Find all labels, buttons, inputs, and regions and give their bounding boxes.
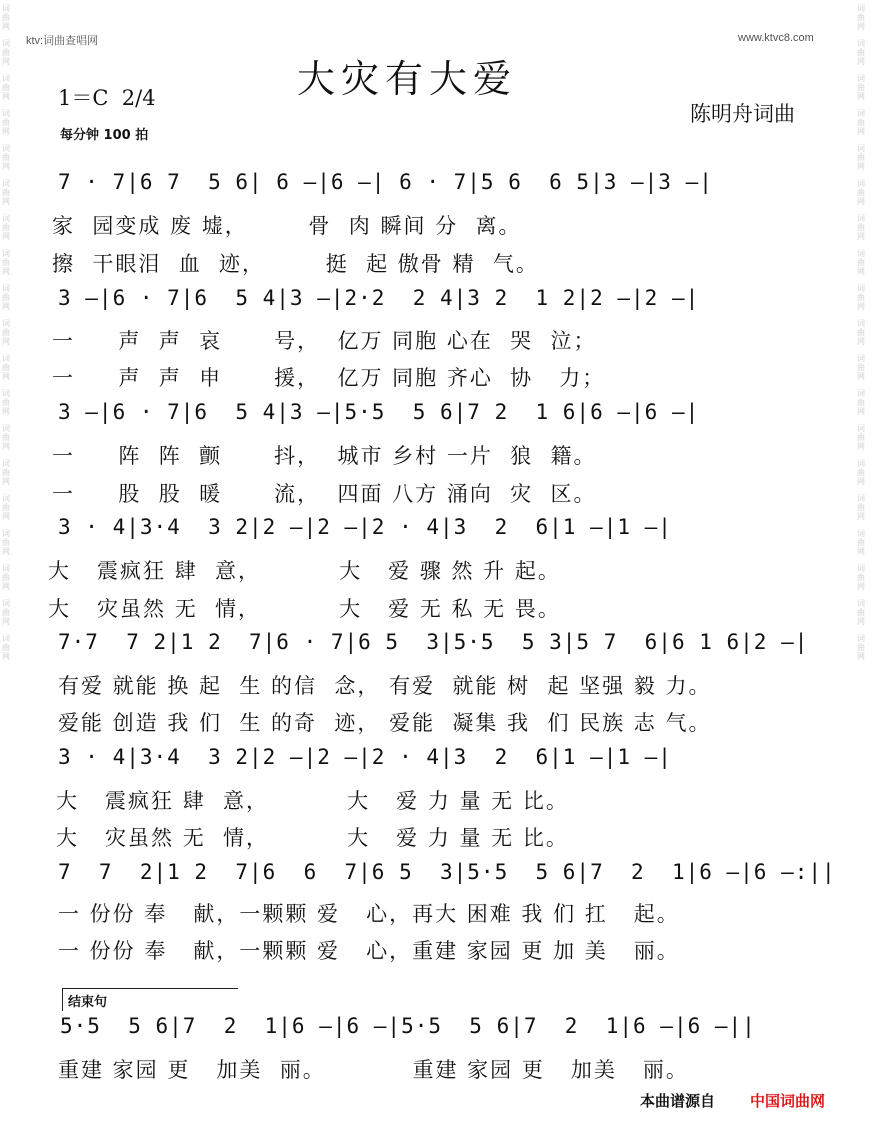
side-watermark-text: 词 曲 网 bbox=[2, 424, 10, 451]
side-watermark-text: 词 曲 网 bbox=[857, 249, 865, 276]
side-watermark-text: 词 曲 网 bbox=[857, 424, 865, 451]
notation-line: 3 · 4|3·4 3 2|2 —|2 —|2 · 4|3 2 6|1 —|1 —| bbox=[58, 745, 672, 769]
side-watermark-text: 词 曲 网 bbox=[857, 179, 865, 206]
side-watermark-text: 词 曲 网 bbox=[2, 284, 10, 311]
lyric-line: 一 份份 奉 献，一颗颗 爱 心，再大 困难 我 们 扛 起。 bbox=[58, 902, 680, 926]
side-watermark-text: 词 曲 网 bbox=[2, 599, 10, 626]
lyric-line: 一 声 声 哀 号， 亿万 同胞 心在 哭 泣； bbox=[52, 329, 597, 353]
side-watermark-text: 词 曲 网 bbox=[857, 389, 865, 416]
side-watermark-text: 词 曲 网 bbox=[857, 144, 865, 171]
side-watermark-text: 词 曲 网 bbox=[2, 109, 10, 136]
site-name[interactable]: 中国词曲网 bbox=[750, 1092, 826, 1110]
side-watermark-text: 词 曲 网 bbox=[2, 529, 10, 556]
side-watermark-text: 词 曲 网 bbox=[2, 319, 10, 346]
lyric-line: 一 声 声 申 援， 亿万 同胞 齐心 协 力； bbox=[52, 366, 606, 390]
side-watermark-text: 词 曲 网 bbox=[2, 39, 10, 66]
side-watermark-text: 词 曲 网 bbox=[857, 214, 865, 241]
side-watermark-text: 词 曲 网 bbox=[857, 4, 865, 31]
side-watermark-text: 词 曲 网 bbox=[2, 634, 10, 661]
lyric-line: 大 灾虽然 无 情， 大 爱 力 量 无 比。 bbox=[56, 826, 569, 850]
side-watermark-text: 词 曲 网 bbox=[2, 389, 10, 416]
notation-line: 7 7 2|1 2 7|6 6 7|6 5 3|5·5 5 6|7 2 1|6 —|6 —:|| bbox=[58, 860, 836, 884]
notation-line: 7·7 7 2|1 2 7|6 · 7|6 5 3|5·5 5 3|5 7 6|6 1 6|2 —| bbox=[58, 630, 809, 654]
side-watermark-text: 词 曲 网 bbox=[2, 354, 10, 381]
side-watermark-text: 词 曲 网 bbox=[857, 319, 865, 346]
lyric-line: 爱能 创造 我 们 生 的奇 迹， 爱能 凝集 我 们 民族 志 气。 bbox=[58, 711, 712, 735]
side-watermark-text: 词 曲 网 bbox=[857, 39, 865, 66]
side-watermark-text: 词 曲 网 bbox=[2, 214, 10, 241]
side-watermark-text: 词 曲 网 bbox=[2, 249, 10, 276]
side-watermark-text: 词 曲 网 bbox=[2, 459, 10, 486]
lyric-line: 家 园变成 废 墟， 骨 肉 瞬间 分 离。 bbox=[52, 214, 522, 238]
source-label: 本曲谱源自 bbox=[640, 1092, 716, 1110]
watermark-right: www.ktvc8.com bbox=[738, 32, 814, 44]
side-watermark-text: 词 曲 网 bbox=[857, 634, 865, 661]
side-watermark-text: 词 曲 网 bbox=[857, 284, 865, 311]
ending-lyric-line: 重建 家园 更 加美 丽。 重建 家园 更 加美 丽。 bbox=[58, 1058, 689, 1082]
lyric-line: 大 震疯狂 肆 意， 大 爱 骤 然 升 起。 bbox=[48, 559, 561, 583]
song-title: 大灾有大爱 bbox=[297, 57, 518, 101]
side-watermark-text: 词 曲 网 bbox=[2, 4, 10, 31]
side-watermark-right bbox=[857, 0, 871, 1140]
side-watermark-text: 词 曲 网 bbox=[2, 564, 10, 591]
lyric-line: 一 股 股 暖 流， 四面 八方 涌向 灾 区。 bbox=[52, 482, 597, 506]
lyric-line: 大 灾虽然 无 情， 大 爱 无 私 无 畏。 bbox=[48, 597, 561, 621]
key-meter: 1＝C 2/4 bbox=[58, 86, 156, 110]
lyric-line: 擦 干眼泪 血 迹， 挺 起 傲骨 精 气。 bbox=[52, 252, 539, 276]
tempo-marking: 每分钟 100 拍 bbox=[60, 128, 149, 143]
side-watermark-text: 词 曲 网 bbox=[857, 529, 865, 556]
side-watermark-text: 词 曲 网 bbox=[857, 74, 865, 101]
side-watermark-text: 词 曲 网 bbox=[857, 109, 865, 136]
ending-label: 结束句 bbox=[68, 995, 108, 1010]
side-watermark-text: 词 曲 网 bbox=[2, 144, 10, 171]
lyric-line: 大 震疯狂 肆 意， 大 爱 力 量 无 比。 bbox=[56, 789, 569, 813]
lyric-line: 一 份份 奉 献，一颗颗 爱 心，重建 家园 更 加 美 丽。 bbox=[58, 939, 680, 963]
side-watermark-text: 词 曲 网 bbox=[2, 74, 10, 101]
notation-line: 3 —|6 · 7|6 5 4|3 —|2·2 2 4|3 2 1 2|2 —|2 —| bbox=[58, 286, 700, 310]
author-credit: 陈明舟词曲 bbox=[690, 102, 795, 126]
side-watermark-text: 词 曲 网 bbox=[857, 354, 865, 381]
lyric-line: 一 阵 阵 颤 抖， 城市 乡村 一片 狼 籍。 bbox=[52, 444, 597, 468]
watermark-left: ktv:词曲查唱网 bbox=[26, 35, 99, 47]
side-watermark-text: 词 曲 网 bbox=[2, 494, 10, 521]
side-watermark-text: 词 曲 网 bbox=[857, 459, 865, 486]
side-watermark-text: 词 曲 网 bbox=[857, 599, 865, 626]
notation-line: 3 · 4|3·4 3 2|2 —|2 —|2 · 4|3 2 6|1 —|1 —| bbox=[58, 515, 672, 539]
side-watermark-text: 词 曲 网 bbox=[2, 179, 10, 206]
side-watermark-text: 词 曲 网 bbox=[857, 564, 865, 591]
notation-line: 7 · 7|6 7 5 6| 6 —|6 —| 6 · 7|5 6 6 5|3 —|3 —| bbox=[58, 170, 713, 194]
ending-notation-line: 5·5 5 6|7 2 1|6 —|6 —|5·5 5 6|7 2 1|6 —|6 —|| bbox=[60, 1014, 756, 1038]
side-watermark-text: 词 曲 网 bbox=[857, 494, 865, 521]
side-watermark-left bbox=[2, 0, 16, 1140]
notation-line: 3 —|6 · 7|6 5 4|3 —|5·5 5 6|7 2 1 6|6 —|6 —| bbox=[58, 400, 700, 424]
lyric-line: 有爱 就能 换 起 生 的信 念， 有爱 就能 树 起 坚强 毅 力。 bbox=[58, 674, 712, 698]
